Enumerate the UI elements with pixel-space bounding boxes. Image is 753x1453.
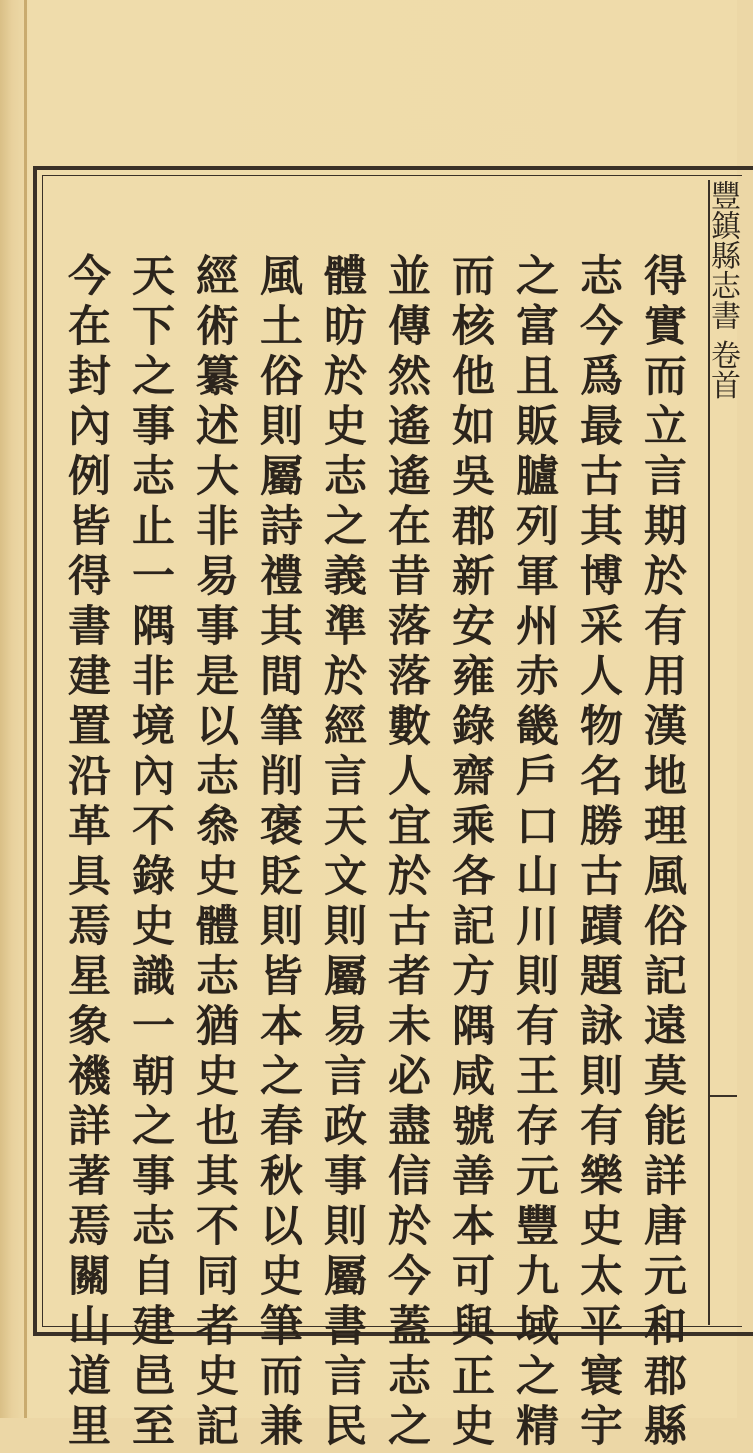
margin-title: 豐鎮縣志書 卷首	[705, 180, 740, 400]
text-column-6: 體昉於史志之義準於經言天文則屬易言政事則屬書言民	[317, 253, 367, 1453]
text-column-3: 之富且販臚列軍州赤畿戶口山川則有王存元豐九域之精	[509, 253, 559, 1453]
text-column-7: 風土俗則屬詩禮其間筆削褒貶則皆本之春秋以史筆而兼	[253, 253, 303, 1453]
text-column-8: 經術纂述大非易事是以志叅史體志猶史也其不同者史記	[189, 253, 239, 1453]
text-column-5: 並傳然遙遙在昔落落數人宜於古者未必盡信於今蓋志之	[381, 253, 431, 1453]
fold-margin-tick	[708, 1095, 737, 1097]
binding-edge	[24, 0, 27, 1418]
text-column-2: 志今爲最古其博采人物名勝古蹟題詠則有樂史太平寰宇	[573, 253, 623, 1453]
text-column-4: 而核他如吳郡新安雍錄齋乘各記方隅咸號善本可與正史	[445, 253, 495, 1453]
text-column-10: 今在封內例皆得書建置沿革具焉星象禨詳著焉關山道里	[61, 253, 111, 1453]
text-column-1: 得實而立言期於有用漢地理風俗記遠莫能詳唐元和郡縣	[637, 253, 687, 1453]
text-column-9: 天下之事志止一隅非境內不錄史識一朝之事志自建邑至	[125, 253, 175, 1453]
